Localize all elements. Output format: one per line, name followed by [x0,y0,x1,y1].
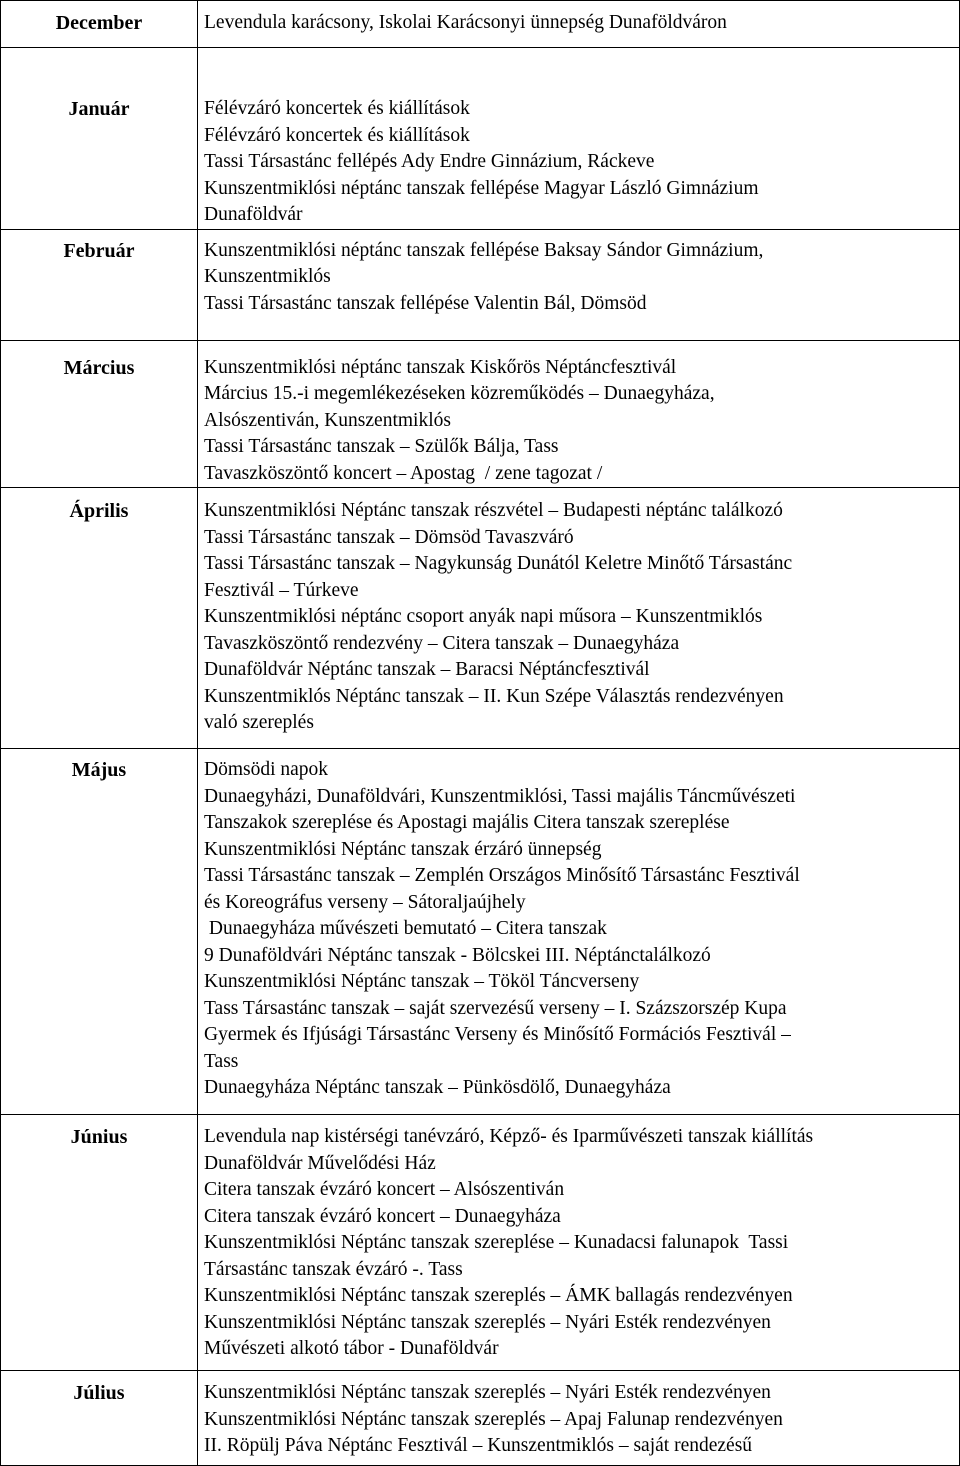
month-row-januar [1,48,960,230]
event-line: Művészeti alkotó tábor - Dunaföldvár [204,1338,499,1359]
event-line: Félévzáró koncertek és kiállítások [204,98,470,119]
month-row-majus [1,749,960,1115]
events-cell [198,749,960,1115]
event-line: Tassi Társastánc tanszak – Zemplén Országos Minősítő Társastánc Fesztivál [204,865,800,886]
month-row-februar [1,229,960,340]
event-line: Kunszentmiklósi Néptánc tanszak – Tököl Táncverseny [204,971,640,992]
event-line: Kunszentmiklósi néptánc tanszak fellépése Baksay Sándor Gimnázium, [204,239,764,261]
event-line: Kunszentmiklósi Néptánc tanszak szereplés – Nyári Esték rendezvényen [204,1382,771,1403]
month-row-marcius [1,340,960,488]
month-cell [1,48,198,230]
month-label: Május [71,759,127,781]
event-line: és Koreográfus verseny – Sátoraljaújhely [204,891,526,913]
event-line: Levendula karácsony, Iskolai Karácsonyi ünnepség Dunaföldváron [204,12,727,33]
event-line: Tass Társastánc tanszak – saját szervezésű verseny – I. Százszorszép Kupa [204,997,787,1019]
month-label: Január [68,98,130,120]
month-cell [1,1371,198,1466]
event-line: Március 15.-i megemlékezéseken közreműködés – Dunaegyháza, [204,383,715,404]
event-line: Dunaegyházi, Dunaföldvári, Kunszentmiklósi, Tassi majális Táncművészeti [204,785,796,807]
event-line: Fesztivál – Túrkeve [204,579,359,601]
events-cell [198,1115,960,1371]
event-line: Tavaszköszöntő koncert – Apostag / zene tagozat / [204,462,603,484]
event-line: Félévzáró koncertek és kiállítások [204,124,470,146]
event-line: Kunszentmiklósi néptánc tanszak Kiskőrös Néptáncfesztivál [204,356,677,378]
month-row-junius [1,1115,960,1371]
event-line: Gyermek és Ifjúsági Társastánc Verseny és Minősítő Formációs Fesztivál – [204,1024,791,1045]
month-label: Február [63,239,135,262]
month-label: Március [63,356,135,379]
events-cell [198,229,960,340]
event-line: Tanszakok szereplése és Apostagi majális Citera tanszak szereplése [204,812,730,833]
month-label: December [55,12,143,34]
event-line: Kunszentmiklósi néptánc tanszak fellépése Magyar László Gimnázium [204,177,759,199]
events-cell [198,488,960,749]
month-label: Április [69,500,129,522]
events-cell [198,1,960,48]
month-label: Június [70,1126,128,1148]
month-row-december [1,1,960,48]
event-line: Kunszentmiklósi Néptánc tanszak szereplés – Apaj Falunap rendezvényen [204,1408,783,1430]
month-cell [1,749,198,1115]
event-line: Kunszentmiklósi Néptánc tanszak részvétel – Budapesti néptánc találkozó [204,500,783,521]
month-cell [1,488,198,749]
month-cell [1,1,198,48]
event-line: Kunszentmiklósi Néptánc tanszak szereplése – Kunadacsi falunapok Tassi [204,1232,789,1253]
event-line: Dunaegyháza művészeti bemutató – Citera tanszak [204,918,607,939]
event-line: Kunszentmiklósi Néptánc tanszak szereplés – Nyári Esték rendezvényen [204,1311,771,1333]
month-row-aprilis [1,488,960,749]
month-cell [1,229,198,340]
events-cell [198,48,960,230]
event-line: Tavaszköszöntő rendezvény – Citera tanszak – Dunaegyháza [204,632,680,654]
events-cell [198,340,960,488]
month-cell [1,340,198,488]
event-line: Kunszentmiklósi Néptánc tanszak szereplés – ÁMK ballagás rendezvényen [204,1285,793,1306]
month-cell [1,1115,198,1371]
event-line: való szereplés [204,712,314,733]
event-line: Kunszentmiklós Néptánc tanszak – II. Kun Szépe Választás rendezvényen [204,685,784,707]
event-line: Levendula nap kistérségi tanévzáró, Képző- és Iparművészeti tanszak kiállítás [204,1126,814,1147]
events-cell [198,1371,960,1466]
event-line: Kunszentmiklós [204,266,331,287]
event-line: Alsószentiván, Kunszentmiklós [204,409,451,431]
month-row-julius [1,1371,960,1466]
event-line: Dunaegyháza Néptánc tanszak – Pünkösdölő, Dunaegyháza [204,1077,671,1098]
event-line: Citera tanszak évzáró koncert – Alsószentiván [204,1179,565,1200]
event-line: Kunszentmiklósi néptánc csoport anyák napi műsora – Kunszentmiklós [204,606,763,627]
event-line: Tassi Társastánc tanszak – Dömsöd Tavaszváró [204,526,574,548]
event-line: Tassi Társastánc fellépés Ady Endre Ginnázium, Ráckeve [204,151,655,172]
event-line: Kunszentmiklósi Néptánc tanszak érzáró ünnepség [204,838,602,860]
event-line: Tassi Társastánc tanszak – Szülők Bálja, Tass [204,436,559,457]
event-line: Dömsödi napok [204,759,329,780]
event-line: Tassi Társastánc tanszak – Nagykunság Dunától Keletre Minőtő Társastánc [204,553,793,574]
event-line: 9 Dunaföldvári Néptánc tanszak - Bölcskei III. Néptánctalálkozó [204,944,711,966]
event-line: Tass [204,1050,239,1072]
event-line: Dunaföldvár Művelődési Ház [204,1152,436,1174]
event-line: II. Röpülj Páva Néptánc Fesztivál – Kunszentmiklós – saját rendezésű [204,1435,753,1456]
event-line: Társastánc tanszak évzáró -. Tass [204,1258,463,1280]
event-line: Dunaföldvár [204,204,303,225]
event-line: Dunaföldvár Néptánc tanszak – Baracsi Néptáncfesztivál [204,659,650,680]
event-line: Tassi Társastánc tanszak fellépése Valentin Bál, Dömsöd [204,292,647,314]
month-label: Július [73,1382,125,1404]
event-line: Citera tanszak évzáró koncert – Dunaegyháza [204,1205,561,1227]
